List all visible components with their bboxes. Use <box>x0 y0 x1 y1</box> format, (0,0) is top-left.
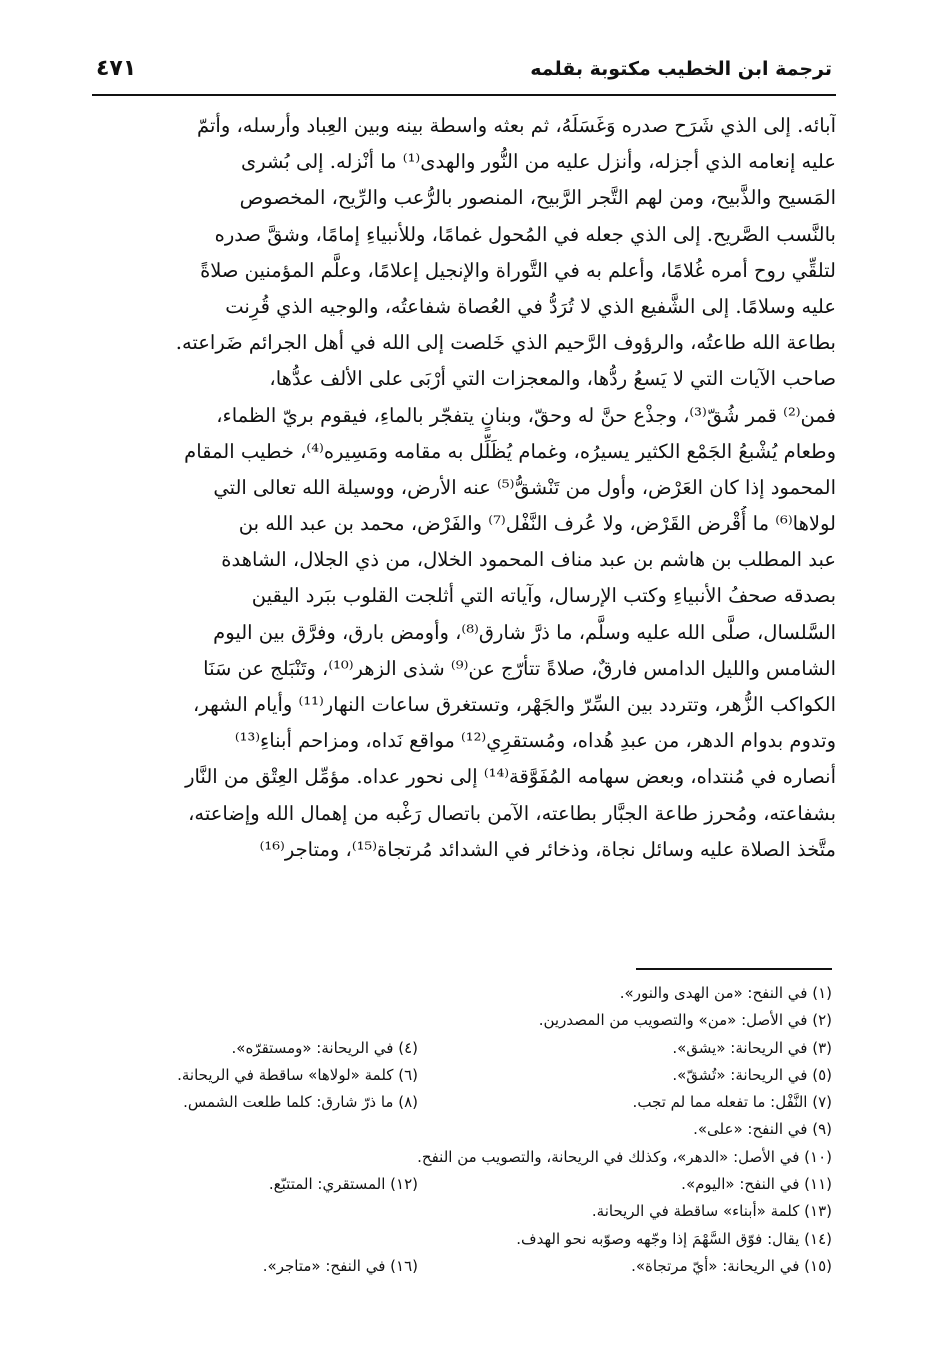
footnote-row <box>92 980 836 1007</box>
footnote-row <box>92 1253 836 1280</box>
footnote: (٢) في الأصل: «من» والتصويب من المصدرين. <box>538 1011 832 1030</box>
text-line: عليه وسلامًا. إلى الشَّفيع الذي لا تُرَدُّ في العُصاة شفاعتُه، والوجيه الذي قُرِنت <box>225 294 836 318</box>
text-line: وتدوم بدوام الدهر، من عبدِ هُداه، ومُستقرِي⁽¹²⁾ مواقع نَداه، ومزاحم أبناءِ⁽¹³⁾ <box>234 729 836 753</box>
text-line: المحمود إذا كان العَرْض، وأول من تَنْشقُّ⁽⁵⁾ عنه الأرض، ووسيلة الله تعالى التي <box>213 475 836 499</box>
main-text <box>92 108 836 868</box>
footnote: (١٥) في الريحانة: «أيّ مرتجاة». <box>631 1256 832 1275</box>
footnote: (٧) النَّفْل: ما تفعله مما لم تجب. <box>632 1093 832 1112</box>
text-line: فمن⁽²⁾ قمر شُقّ⁽³⁾، وجذْع حنَّ له وحقّ، وبنانٍ يتفجّر بالماءِ، فيقوم بريّ الظماء، <box>216 403 836 427</box>
header-rule <box>92 94 836 96</box>
footnote: (٩) في النفح: «على». <box>693 1120 832 1139</box>
footnote-row <box>92 1116 836 1143</box>
footnotes <box>92 980 836 1280</box>
footnote: (٨) ما ذرّ شارق: كلما طلعت الشمس. <box>183 1093 418 1112</box>
footnote: (١٣) كلمة «أبناء» ساقطة في الريحانة. <box>591 1202 832 1221</box>
footnote: (١٠) في الأصل: «الدهر»، وكذلك في الريحانة، والتصويب من النفح. <box>417 1147 832 1166</box>
text-line: لتلقِّي روح أمره غُلامًا، وأعلم به في التَّوراة والإنجيل إعلامًا، وعلَّم المؤمنين صلاةً <box>200 258 836 282</box>
text-line: بصدقه صحفُ الأنبياءِ وكتب الإرسال، وآياته التي أثلجت القلوب ببَرد اليقين <box>251 584 836 608</box>
text-line: متَّخذ الصلاة عليه وسائل نجاة، وذخائر في الشدائد مُرتجاة⁽¹⁵⁾، ومتاجر⁽¹⁶⁾ <box>259 837 836 861</box>
text-line: المَسيح والذَّبيح، ومن لهم التَّجر الرَّبيح، المنصور بالرُّعب والرِّيح، المخصوص <box>239 186 836 210</box>
footnote-row <box>92 1089 836 1116</box>
footnote: (٥) في الريحانة: «تُشقّ». <box>672 1065 832 1084</box>
footnote-separator <box>636 968 832 970</box>
text-line: عبد المطلب بن هاشم بن عبد مناف المحمود الخلال، من ذي الجلال، الشاهدة <box>221 548 836 572</box>
footnote: (١١) في النفح: «اليوم». <box>681 1175 832 1194</box>
footnote: (١٦) في النفح: «متاجر». <box>262 1256 418 1275</box>
footnote: (١) في النفح: «من الهدى والنور». <box>619 984 832 1002</box>
footnote-row <box>92 1226 836 1253</box>
text-line: الشامس والليل الدامس فارقٌ، صلاةً تتأرّج عن⁽⁹⁾ شذى الزهر⁽¹⁰⁾، وتَنْبَلج عن سَنَا <box>203 656 836 680</box>
footnote-row <box>92 1198 836 1225</box>
footnote: (٤) في الريحانة: «ومستقرّه». <box>231 1038 418 1057</box>
footnote: (٦) كلمة «لولاها» ساقطة في الريحانة. <box>177 1065 418 1084</box>
running-title: ترجمة ابن الخطيب مكتوبة بقلمه <box>530 58 832 80</box>
text-line: عليه إنعامه الذي أجزله، وأنزل عليه من النُّور والهدى⁽¹⁾ ما أنْزله. إلى بُشرى <box>240 150 836 174</box>
footnote-row <box>92 1171 836 1198</box>
text-line: الكواكب الزُّهر، وتتردد بين السِّرّ والجَهْر، وتستغرق ساعات النهار⁽¹¹⁾ وأيام الشهر، <box>193 693 836 716</box>
footnote: (٣) في الريحانة: «يشق». <box>672 1038 832 1057</box>
footnote-row <box>92 1144 836 1171</box>
text-line: بالنَّسب الصَّريح. إلى الذي جعله في المُحول غمامًا، وللأنبياءِ إمامًا، وشقَّ صدره <box>214 222 836 246</box>
text-line: وطعام يُشْبعُ الجَمْع الكثير يسيرُه، وغمام يُظَلِّل به مقامه ومَسِيره⁽⁴⁾، خطيب المقام <box>184 439 836 463</box>
footnote-row <box>92 1062 836 1089</box>
page-number: ٤٧١ <box>96 56 137 81</box>
running-header <box>92 56 836 96</box>
text-line: السَّلسال، صلَّى الله عليه وسلَّم، ما ذرَّ شارق⁽⁸⁾، وأومض بارق، وفرَّق بين اليوم <box>213 620 836 644</box>
text-line: لولاها⁽⁶⁾ ما أُقْرض القَرْض، ولا عُرف النَّفْل⁽⁷⁾ والفَرْض، محمد بن عبد الله بن <box>238 512 836 536</box>
text-line: أنصاره في مُنتداه، وبعض سهامه المُفَوَّقة⁽¹⁴⁾ إلى نحور عداه. مؤمِّل العِتْق من النَّار <box>185 765 836 789</box>
footnote-row <box>92 1035 836 1062</box>
footnote: (١٢) المستقري: المتتبّع. <box>268 1175 418 1194</box>
footnote-row <box>92 1007 836 1034</box>
text-line: بشفاعته، ومُحرز طاعة الجبَّار بطاعته، الآمن باتصال رَغْبه من إهمال الله وإضاعته، <box>188 801 836 825</box>
text-line: آبائه. إلى الذي شَرَح صدره وَغَسَلَهُ، ثم بعثه واسطة بينه وبين العِباد وأرسله، وأتمّ <box>197 114 836 137</box>
text-line: بطاعة الله طاعتُه، والرؤوف الرَّحيم الذي خَلصت إلى الله في أهل الجرائم ضَراعته. <box>175 331 836 355</box>
footnote: (١٤) يقال: فوّق السَّهْمَ إذا وجّهه وصوّبه نحو الهدف. <box>516 1229 832 1248</box>
text-line: صاحب الآيات التي لا يَسعُ ردُّها، والمعجزات التي أرْبَى على الألف عدُّها، <box>269 367 836 391</box>
